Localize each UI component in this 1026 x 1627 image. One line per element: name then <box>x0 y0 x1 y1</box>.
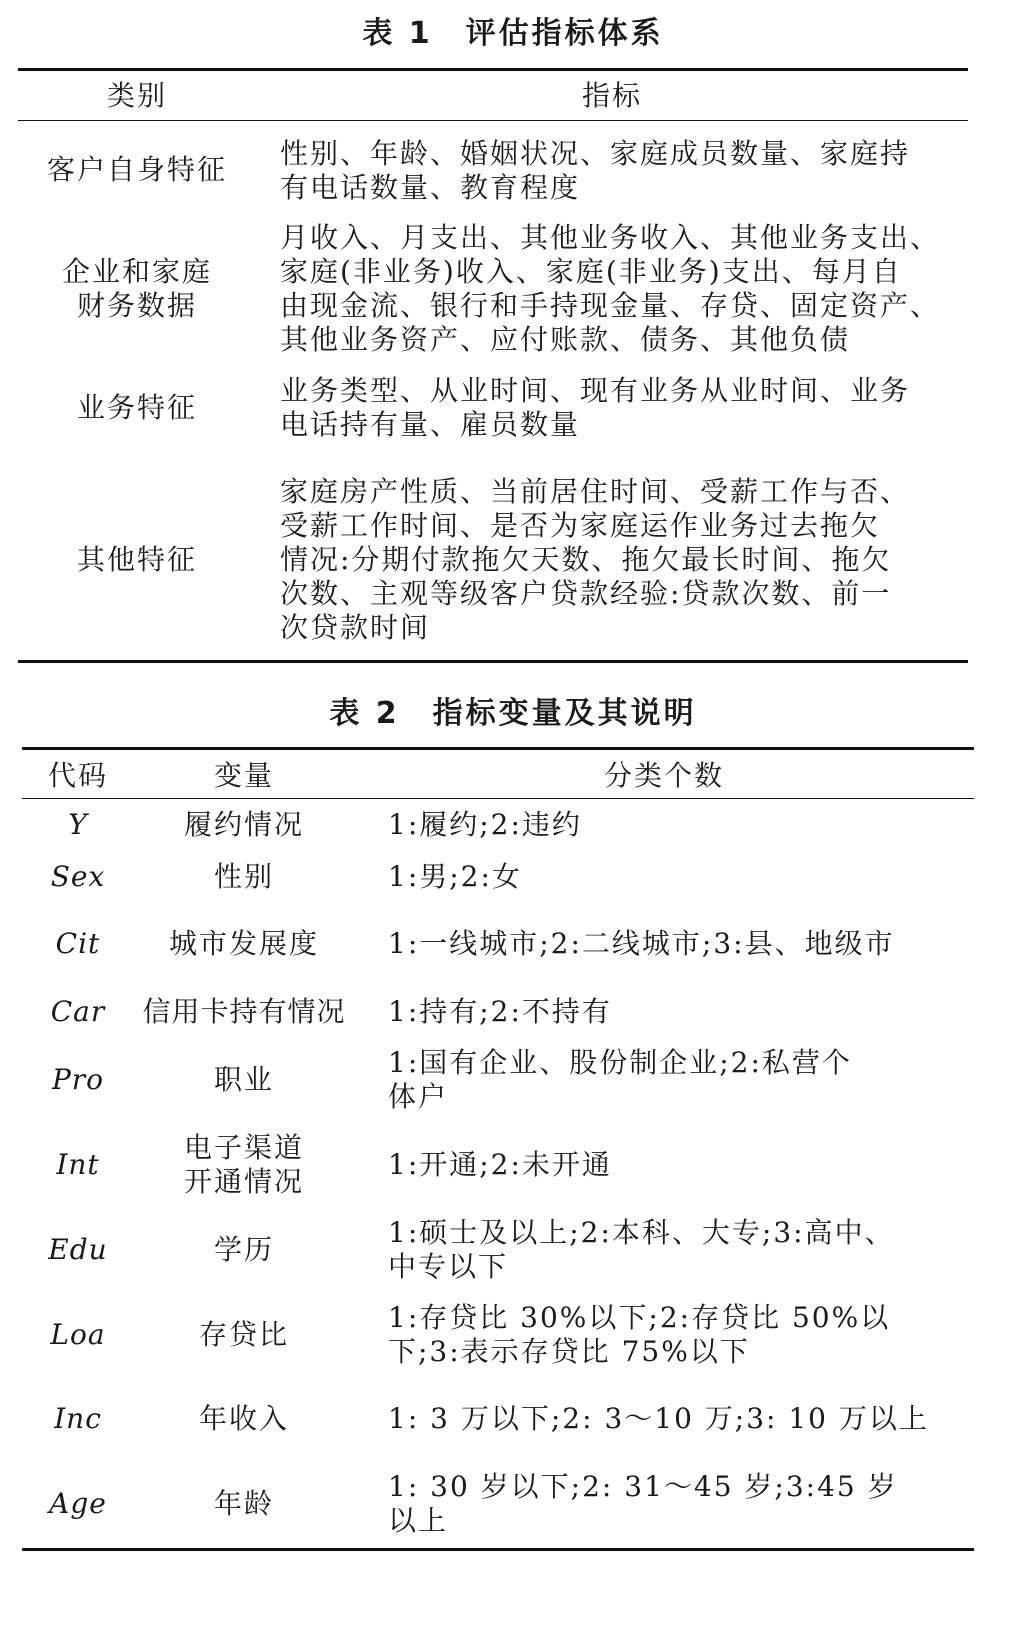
table2-top-rule <box>22 747 974 750</box>
table1-row-category-line: 业务特征 <box>76 391 197 424</box>
table2-row-classes-line: 1: 3 万以下;2: 3～10 万;3: 10 万以上 <box>388 1402 929 1435</box>
table2-row-variable-line: 职业 <box>213 1063 274 1096</box>
table1-row-indicator <box>280 221 970 357</box>
table2-row-classes-line: 1:存贷比 30%以下;2:存贷比 50%以 <box>388 1301 891 1334</box>
table2-row-classes-line: 体户 <box>388 1080 449 1113</box>
table2-row-variable-line: 学历 <box>213 1233 274 1266</box>
table2-row-classes-line: 1:硕士及以上;2:本科、大专;3:高中、 <box>388 1216 895 1249</box>
table1-row-category-line: 财务数据 <box>76 289 197 322</box>
table2-row-classes-line: 1:开通;2:未开通 <box>388 1148 612 1181</box>
table2-row-classes <box>388 927 974 961</box>
table2-row-classes <box>388 1216 974 1284</box>
table1-row-indicator-line: 有电话数量、教育程度 <box>280 171 581 204</box>
table1-row-category-line: 其他特征 <box>76 543 197 576</box>
table2-header-code: 代码 <box>47 759 108 792</box>
table2-bottom-rule <box>22 1548 974 1551</box>
table1-row-indicator-line: 电话持有量、雇员数量 <box>280 408 581 441</box>
table1-caption: 表 1 评估指标体系 <box>362 16 664 51</box>
table1-header-indicator: 指标 <box>581 79 642 112</box>
table2-row-code: Loa <box>50 1318 106 1351</box>
table2-row-classes <box>388 1046 974 1114</box>
table2-row-classes <box>388 1402 974 1436</box>
table2-row-variable <box>134 808 354 842</box>
table2-row-variable <box>134 995 354 1029</box>
table1-row-category <box>18 543 256 577</box>
table2-row-code: Int <box>56 1148 100 1181</box>
table1-row-category-line: 客户自身特征 <box>46 153 227 186</box>
table2-row-variable <box>134 1233 354 1267</box>
table2-caption: 表 2 指标变量及其说明 <box>329 696 697 731</box>
table2-row-variable <box>134 1063 354 1097</box>
table2-row-variable-line: 年收入 <box>198 1402 289 1435</box>
table2-row-classes <box>388 1470 974 1538</box>
table1-row-indicator-line: 情况:分期付款拖欠天数、拖欠最长时间、拖欠 <box>280 543 892 576</box>
table1-header-rule <box>18 120 968 121</box>
table2-row-code: Inc <box>54 1402 102 1435</box>
table1-row-indicator <box>280 374 970 442</box>
table2-header-variable: 变量 <box>213 759 274 792</box>
table2-row-classes-line: 1:持有;2:不持有 <box>388 995 612 1028</box>
table1-row-indicator-line: 业务类型、从业时间、现有业务从业时间、业务 <box>280 374 911 407</box>
table1-row-indicator-line: 性别、年龄、婚姻状况、家庭成员数量、家庭持 <box>280 137 911 170</box>
table1-row-category <box>18 255 256 323</box>
table1-header-category: 类别 <box>106 79 167 112</box>
table2-row-variable <box>134 860 354 894</box>
table2-row-variable <box>134 1487 354 1521</box>
table1-top-rule <box>18 68 968 71</box>
table1-row-indicator-line: 由现金流、银行和手持现金量、存贷、固定资产、 <box>280 289 941 322</box>
table2-row-variable-line: 存贷比 <box>198 1318 289 1351</box>
table2-row-variable-line: 年龄 <box>213 1487 274 1520</box>
table2-row-code: Cit <box>55 927 101 960</box>
table1-bottom-rule <box>18 660 968 663</box>
table2-row-classes-line: 下;3:表示存贷比 75%以下 <box>388 1335 750 1368</box>
table1-row-category <box>18 391 256 425</box>
table2-row-code: Sex <box>50 860 106 893</box>
table2-row-classes-line: 1: 30 岁以下;2: 31～45 岁;3:45 岁 <box>388 1470 898 1503</box>
table2-row-classes <box>388 1301 974 1369</box>
table2-row-classes-line: 中专以下 <box>388 1250 509 1283</box>
table1-row-indicator-line: 家庭(非业务)收入、家庭(非业务)支出、每月自 <box>280 255 902 288</box>
table2-row-classes-line: 1:男;2:女 <box>388 860 522 893</box>
table1-row-indicator <box>280 137 970 205</box>
table2-row-variable-line: 开通情况 <box>183 1165 304 1198</box>
table2-row-variable <box>134 1402 354 1436</box>
table2-row-variable-line: 电子渠道 <box>183 1131 304 1164</box>
table2-row-variable <box>134 1318 354 1352</box>
table2-row-variable-line: 履约情况 <box>183 808 304 841</box>
table2-row-variable <box>134 927 354 961</box>
table2-row-code: Pro <box>51 1063 105 1096</box>
table2-row-classes-line: 以上 <box>388 1504 449 1537</box>
table1-row-indicator-line: 月收入、月支出、其他业务收入、其他业务支出、 <box>280 221 941 254</box>
table2-row-variable-line: 信用卡持有情况 <box>142 995 346 1028</box>
table1-row-category <box>18 153 256 187</box>
table2-row-variable-line: 城市发展度 <box>168 927 319 960</box>
table1-row-indicator-line: 家庭房产性质、当前居住时间、受薪工作与否、 <box>280 475 911 508</box>
table2-row-variable <box>134 1131 354 1199</box>
table1-row-category-line: 企业和家庭 <box>61 255 212 288</box>
table2-header-rule <box>22 798 974 799</box>
table2-row-code: Y <box>68 808 88 841</box>
table2-row-variable-line: 性别 <box>213 860 274 893</box>
table2-row-code: Age <box>49 1487 107 1520</box>
table2-header-classes: 分类个数 <box>603 759 724 792</box>
table1-row-indicator-line: 其他业务资产、应付账款、债务、其他负债 <box>280 323 851 356</box>
table2-row-classes <box>388 1148 974 1182</box>
table2-row-classes <box>388 808 974 842</box>
table2-row-classes-line: 1:国有企业、股份制企业;2:私营个 <box>388 1046 852 1079</box>
table1-row-indicator <box>280 475 970 645</box>
table2-row-code: Car <box>50 995 106 1028</box>
table2-row-classes-line: 1:履约;2:违约 <box>388 808 582 841</box>
table2-row-code: Edu <box>48 1233 108 1266</box>
table1-row-indicator-line: 次贷款时间 <box>280 611 431 644</box>
table2-row-classes <box>388 995 974 1029</box>
table1-row-indicator-line: 次数、主观等级客户贷款经验:贷款次数、前一 <box>280 577 892 610</box>
table1-row-indicator-line: 受薪工作时间、是否为家庭运作业务过去拖欠 <box>280 509 881 542</box>
table2-row-classes-line: 1:一线城市;2:二线城市;3:县、地级市 <box>388 927 895 960</box>
table2-row-classes <box>388 860 974 894</box>
